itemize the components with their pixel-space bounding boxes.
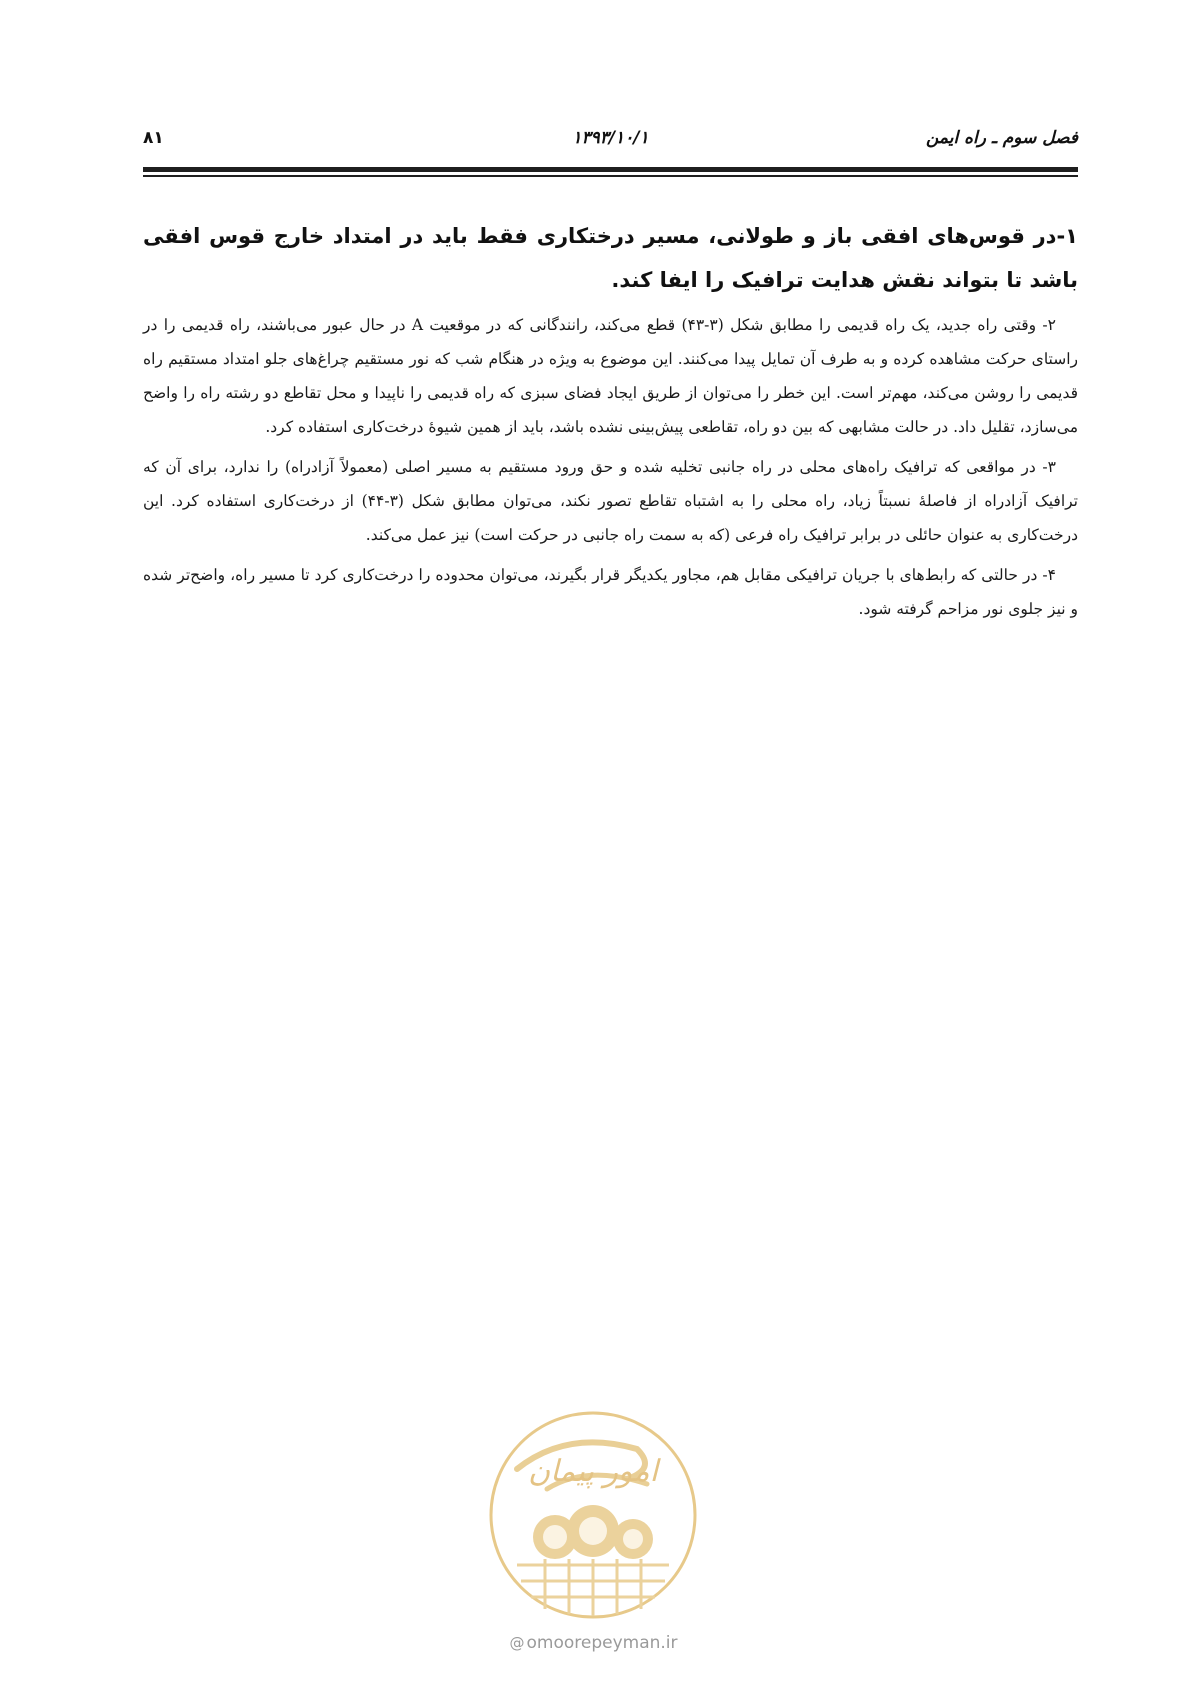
at-icon: @ <box>509 1634 525 1652</box>
paragraph-2: ۲- وقتی راه جدید، یک راه قدیمی را مطابق شکل (۳-۴۳) قطع می‌کند، رانندگانی که در موقعیت A در حال عبور می‌باشند، راه قدیمی را در راستای حرکت مشاهده کرده و به طرف آن تمایل پیدا می‌کنند. این موضوع به ویژه در هنگام شب که نور مستقیم چراغ‌های جلو امتداد مستقیم راه قدیمی را روشن می‌کند، مهم‌تر است. این خطر را می‌توان از طریق ایجاد فضای سبزی که راه قدیمی را ناپیدا و محل تقاطع دو رشته راه را واضح می‌سازد، تقلیل داد. در حالت مشابهی که بین دو راه، تقاطعی پیش‌بینی نشده باشد، باید از همین شیوهٔ درخت‌کاری استفاده کرد. <box>143 316 1078 436</box>
watermark-url-text: omoorepeyman.ir <box>526 1633 678 1653</box>
watermark-logo <box>487 1409 699 1621</box>
header-date: ۱۳۹۳/۱۰/۱ <box>572 128 649 148</box>
page-body <box>143 214 1078 632</box>
paragraph-4: ۴- در حالتی که رابط‌های با جریان ترافیکی مقابل هم، مجاور یکدیگر قرار بگیرند، می‌توان محدوده را درخت‌کاری کرد تا مسیر راه، واضح‌تر شده و نیز جلوی نور مزاحم گرفته شود. <box>143 566 1078 618</box>
page-number: ۸۱ <box>143 128 164 148</box>
paragraph-3: ۳- در مواقعی که ترافیک راه‌های محلی در راه جانبی تخلیه شده و حق ورود مستقیم به مسیر اصلی (معمولاً آزادراه) را ندارد، برای آن که ترافیک آزادراه از فاصلهٔ نسبتاً زیاد، راه محلی را به اشتباه تقاطع تصور نکند، می‌توان مطابق شکل (۳-۴۴) از درخت‌کاری استفاده کرد. این درخت‌کاری به عنوان حائلی در برابر ترافیک راه فرعی (که به سمت راه جانبی در حرکت است) نیز عمل می‌کند. <box>143 458 1078 544</box>
watermark-url <box>491 1633 696 1653</box>
header-rule-thick <box>143 167 1078 172</box>
header-rule-thin <box>143 175 1078 177</box>
page-header <box>143 128 1078 158</box>
section-heading: ۱-در قوس‌های افقی باز و طولانی، مسیر درختکاری فقط باید در امتداد خارج قوس افقی باشد تا بتواند نقش هدایت ترافیک را ایفا کند. <box>143 224 1078 292</box>
chapter-title: فصل سوم ـ راه ایمن <box>925 128 1078 148</box>
watermark-logo-text: امور پیمان <box>528 1454 658 1489</box>
